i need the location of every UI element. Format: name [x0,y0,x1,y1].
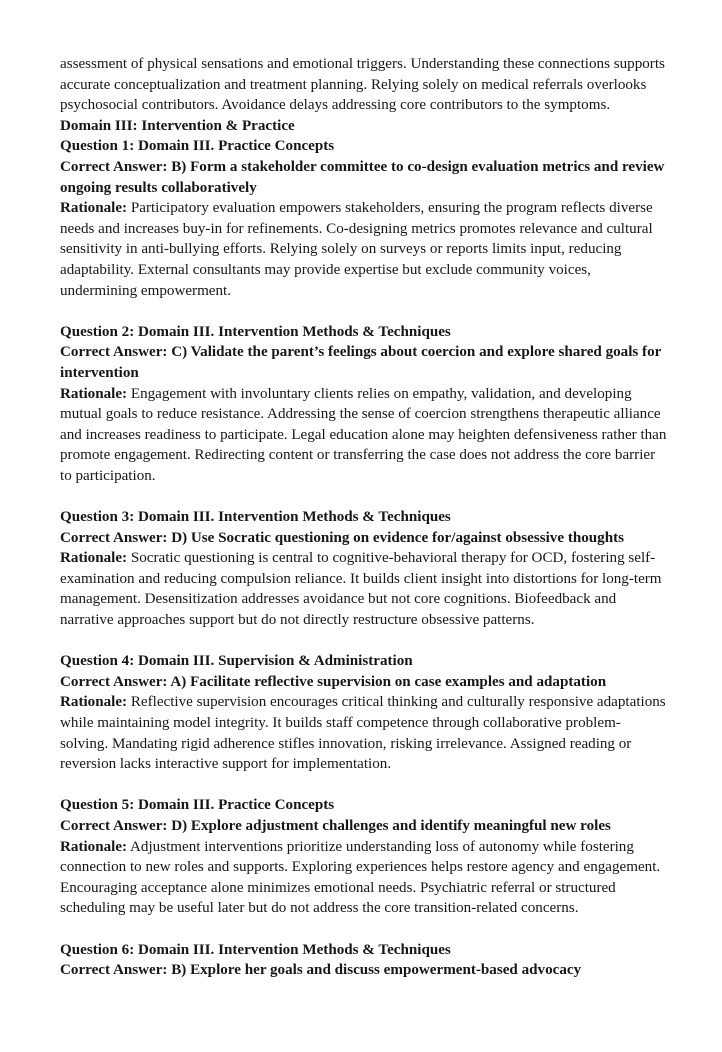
rationale-text: Reflective supervision encourages critical thinking and culturally responsive adaptations while maintaining model integrity. It builds staff competence through collaborative problem-solving. Mandating rigid adherence stifles innovation, risking irrelevance. Assigned reading or reversion lacks interactive support for implementation. [60,694,666,773]
rationale-text: Engagement with involuntary clients relies on empathy, validation, and developing mutual goals to reduce resistance. Addressing the sense of coercion strengthens therapeutic alliance and increases readiness to participate. Legal education alone may heighten defensiveness rather than promote engagement. Redirecting content or transferring the case does not address the core barrier to participation. [60,385,667,484]
rationale-label: Rationale: [60,694,128,711]
rationale [60,384,667,487]
rationale-label: Rationale: [60,385,128,402]
correct-answer: Correct Answer: D) Use Socratic questioning on evidence for/against obsessive thoughts [60,529,625,546]
question-title: Question 1: Domain III. Practice Concepts [60,138,335,155]
rationale-label: Rationale: [60,200,128,217]
question-title: Question 3: Domain III. Intervention Methods & Techniques [60,509,451,526]
question-title: Question 2: Domain III. Intervention Methods & Techniques [60,323,451,340]
rationale-text: Participatory evaluation empowers stakeholders, ensuring the program reflects diverse needs and increases buy-in for refinements. Co-designing metrics promotes relevance and cultural sensitivity in anti-bullying efforts. Relying solely on surveys or reports limits input, reducing adaptability. External consultants may provide expertise but exclude community voices, undermining empowerment. [60,200,653,299]
question-block-3 [60,507,667,631]
rationale-text: Adjustment interventions prioritize understanding loss of autonomy while fostering connection to new roles and supports. Exploring experiences helps restore agency and engagement. Encouraging acceptance alone minimizes emotional needs. Psychiatric referral or structured scheduling may be useful later but do not address the core transition-related concerns. [60,838,661,917]
correct-answer: Correct Answer: A) Facilitate reflective supervision on case examples and adaptation [60,673,607,690]
domain-heading: Domain III: Intervention & Practice [60,117,295,134]
rationale-label: Rationale: [60,550,128,567]
question-block-1 [60,136,667,301]
question-title: Question 4: Domain III. Supervision & Administration [60,653,413,670]
rationale-text: Socratic questioning is central to cognitive-behavioral therapy for OCD, fostering self-examination and reducing compulsion reliance. It builds client insight into distortions for long-term management. Desensitization addresses avoidance but not core cognitions. Biofeedback and narrative approaches support but do not directly restructure obsessive patterns. [60,550,662,629]
question-block-2 [60,322,667,487]
question-title: Question 5: Domain III. Practice Concepts [60,797,335,814]
rationale [60,692,667,774]
question-block-6 [60,940,667,981]
question-title: Question 6: Domain III. Intervention Methods & Techniques [60,941,451,958]
rationale [60,548,667,630]
rationale [60,837,667,919]
question-block-4 [60,651,667,775]
rationale [60,198,667,301]
correct-answer: Correct Answer: D) Explore adjustment challenges and identify meaningful new roles [60,817,611,834]
correct-answer: Correct Answer: B) Explore her goals and discuss empowerment-based advocacy [60,962,582,979]
correct-answer: Correct Answer: C) Validate the parent’s feelings about coercion and explore shared goals for intervention [60,344,662,381]
document-body [60,54,667,981]
rationale-label: Rationale: [60,838,128,855]
continued-paragraph: assessment of physical sensations and emotional triggers. Understanding these connections supports accurate conceptualization and treatment planning. Relying solely on medical referrals overlooks psychosocial contributors. Avoidance delays addressing core contributors to the symptoms. [60,56,665,114]
question-block-5 [60,795,667,919]
correct-answer: Correct Answer: B) Form a stakeholder committee to co-design evaluation metrics and review ongoing results collaboratively [60,158,665,196]
